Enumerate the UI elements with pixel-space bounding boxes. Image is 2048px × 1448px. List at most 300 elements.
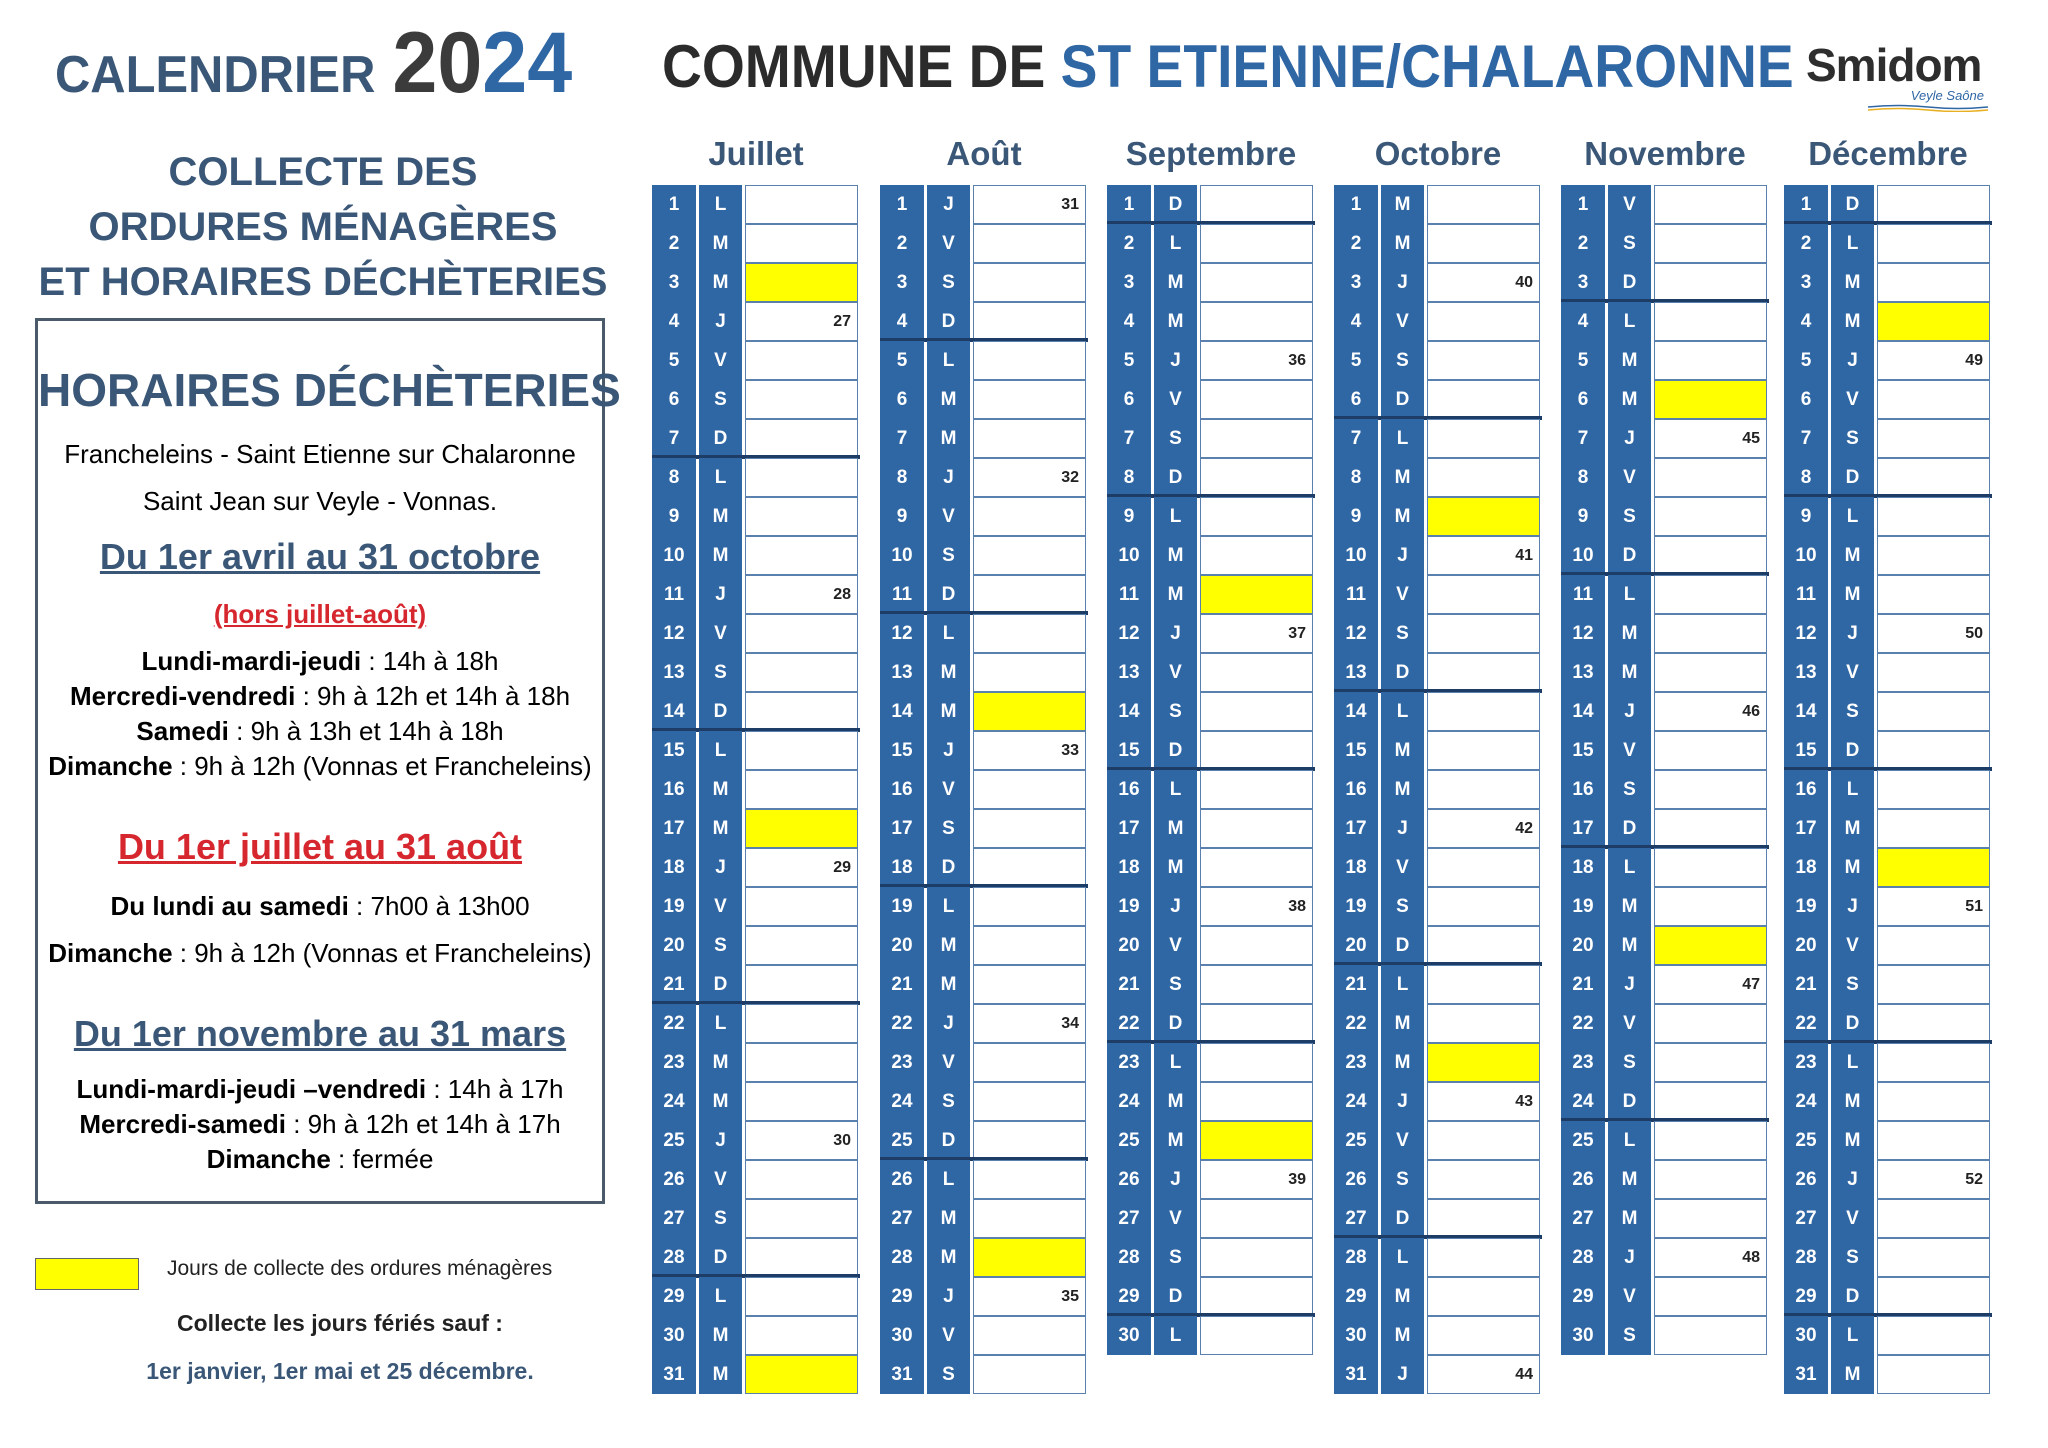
day-row (652, 848, 860, 887)
day-row (1107, 1199, 1315, 1238)
day-row (652, 380, 860, 419)
day-number: 20 (880, 926, 924, 965)
day-number: 6 (1561, 380, 1605, 419)
day-letter: M (1831, 1082, 1874, 1121)
day-number: 14 (1334, 692, 1378, 731)
day-letter: S (1831, 419, 1874, 458)
day-cell (1877, 497, 1990, 536)
day-cell (1427, 965, 1540, 1004)
day-row (1784, 1316, 1992, 1355)
day-row (652, 926, 860, 965)
day-row (880, 1121, 1088, 1160)
collection-day-cell (1877, 848, 1990, 887)
day-row (652, 1082, 860, 1121)
day-cell (1200, 926, 1313, 965)
day-row (1561, 1043, 1769, 1082)
day-row (880, 887, 1088, 926)
day-number: 17 (880, 809, 924, 848)
day-cell (745, 536, 858, 575)
day-number: 9 (1561, 497, 1605, 536)
day-row (1561, 1121, 1769, 1160)
day-letter: S (1608, 1043, 1651, 1082)
day-number: 8 (1784, 458, 1828, 497)
day-letter: J (699, 1121, 742, 1160)
day-letter: S (1154, 1238, 1197, 1277)
day-letter: V (927, 224, 970, 263)
day-letter: L (699, 1277, 742, 1316)
day-number: 7 (1334, 419, 1378, 458)
day-cell (745, 1043, 858, 1082)
day-number: 9 (1784, 497, 1828, 536)
day-letter: L (927, 887, 970, 926)
day-number: 19 (1107, 887, 1151, 926)
day-row (652, 653, 860, 692)
week-number: 41 (1515, 547, 1533, 564)
sites-line-1: Francheleins - Saint Etienne sur Chalaronne (64, 439, 576, 469)
day-cell (973, 770, 1086, 809)
day-number: 12 (1784, 614, 1828, 653)
day-number: 4 (1784, 302, 1828, 341)
day-cell (973, 926, 1086, 965)
day-cell (1654, 1199, 1767, 1238)
day-number: 22 (880, 1004, 924, 1043)
day-cell (973, 1082, 1086, 1121)
day-letter: L (1381, 419, 1424, 458)
day-number: 11 (652, 575, 696, 614)
day-letter: M (927, 692, 970, 731)
day-letter: M (1608, 1160, 1651, 1199)
day-letter: J (927, 731, 970, 770)
day-row (1334, 887, 1542, 926)
day-letter: D (1608, 263, 1651, 302)
day-number: 21 (1784, 965, 1828, 1004)
day-cell (1427, 1199, 1540, 1238)
day-letter: M (699, 809, 742, 848)
day-number: 10 (1784, 536, 1828, 575)
day-row (880, 653, 1088, 692)
week-number: 35 (1061, 1288, 1079, 1305)
day-row (1334, 1238, 1542, 1277)
day-letter: S (1154, 965, 1197, 1004)
day-row (652, 536, 860, 575)
day-letter: M (1381, 224, 1424, 263)
day-number: 16 (1784, 770, 1828, 809)
calendar-label: CALENDRIER (55, 46, 376, 104)
day-row (1107, 809, 1315, 848)
day-number: 7 (880, 419, 924, 458)
day-cell (1200, 419, 1313, 458)
day-cell (1654, 1082, 1767, 1121)
period2-row: Du lundi au samedi : 7h00 à 13h00 (110, 891, 530, 921)
day-letter: M (699, 1043, 742, 1082)
day-cell (745, 341, 858, 380)
day-number: 28 (1107, 1238, 1151, 1277)
day-row (880, 926, 1088, 965)
day-number: 25 (880, 1121, 924, 1160)
day-row (1784, 536, 1992, 575)
week-number: 36 (1288, 352, 1306, 369)
period1-row: Dimanche : 9h à 12h (Vonnas et Francheleins) (48, 751, 592, 781)
day-row (1334, 302, 1542, 341)
day-cell (1654, 965, 1767, 1004)
day-letter: M (1831, 536, 1874, 575)
day-cell (973, 1355, 1086, 1394)
day-number: 16 (1107, 770, 1151, 809)
day-cell (1427, 1316, 1540, 1355)
day-row (652, 341, 860, 380)
day-number: 1 (1561, 185, 1605, 224)
commune-prefix: COMMUNE DE (662, 33, 1061, 100)
day-cell (1877, 341, 1990, 380)
day-number: 17 (1784, 809, 1828, 848)
day-row (1334, 731, 1542, 770)
day-cell (1427, 692, 1540, 731)
day-number: 26 (652, 1160, 696, 1199)
day-letter: J (1831, 614, 1874, 653)
day-row (880, 1238, 1088, 1277)
day-letter: V (699, 341, 742, 380)
day-letter: L (1381, 692, 1424, 731)
day-row (1334, 848, 1542, 887)
day-cell (1200, 1004, 1313, 1043)
day-row (1334, 458, 1542, 497)
day-cell (973, 1043, 1086, 1082)
day-letter: L (1608, 302, 1651, 341)
day-cell (973, 1316, 1086, 1355)
day-number: 27 (1784, 1199, 1828, 1238)
day-number: 7 (1107, 419, 1151, 458)
day-cell (1877, 536, 1990, 575)
day-number: 28 (652, 1238, 696, 1277)
day-row (652, 770, 860, 809)
day-number: 30 (1334, 1316, 1378, 1355)
day-cell (1654, 341, 1767, 380)
collection-day-cell (1877, 302, 1990, 341)
day-cell (973, 458, 1086, 497)
day-letter: D (1381, 926, 1424, 965)
day-number: 23 (1107, 1043, 1151, 1082)
day-number: 13 (652, 653, 696, 692)
day-letter: S (927, 1355, 970, 1394)
day-cell (1654, 497, 1767, 536)
month-3 (1334, 135, 1542, 1405)
day-cell (1200, 614, 1313, 653)
day-row (1561, 1316, 1769, 1355)
day-letter: S (927, 809, 970, 848)
day-cell (745, 1316, 858, 1355)
day-row (652, 1160, 860, 1199)
day-row (1334, 1316, 1542, 1355)
day-number: 10 (1561, 536, 1605, 575)
day-row (652, 185, 860, 224)
day-row (1107, 185, 1315, 224)
day-cell (1200, 263, 1313, 302)
day-number: 6 (1784, 380, 1828, 419)
day-number: 30 (652, 1316, 696, 1355)
day-cell (973, 965, 1086, 1004)
day-cell (1427, 1004, 1540, 1043)
day-cell (973, 809, 1086, 848)
day-number: 22 (1334, 1004, 1378, 1043)
day-letter: M (1154, 263, 1197, 302)
day-letter: D (1381, 1199, 1424, 1238)
feries-list: 1er janvier, 1er mai et 25 décembre. (146, 1358, 534, 1384)
day-letter: M (1608, 887, 1651, 926)
day-cell (1427, 185, 1540, 224)
day-cell (1427, 926, 1540, 965)
day-letter: S (927, 536, 970, 575)
day-letter: M (1381, 1316, 1424, 1355)
commune-title (662, 32, 1794, 101)
day-letter: M (927, 965, 970, 1004)
day-letter: M (1831, 302, 1874, 341)
day-number: 9 (1334, 497, 1378, 536)
day-row (1561, 458, 1769, 497)
day-number: 18 (1784, 848, 1828, 887)
week-number: 42 (1515, 820, 1533, 837)
period1-row: Samedi : 9h à 13h et 14h à 18h (136, 716, 504, 746)
day-cell (1200, 185, 1313, 224)
day-row (1784, 1121, 1992, 1160)
day-letter: D (1154, 731, 1197, 770)
week-number: 51 (1965, 898, 1983, 915)
day-letter: J (1381, 536, 1424, 575)
day-letter: D (1608, 1082, 1651, 1121)
collection-day-cell (1427, 1043, 1540, 1082)
day-row (1784, 965, 1992, 1004)
day-cell (745, 380, 858, 419)
day-cell (1200, 1082, 1313, 1121)
day-letter: M (1831, 575, 1874, 614)
day-number: 21 (1107, 965, 1151, 1004)
day-letter: L (699, 731, 742, 770)
day-row (1784, 1043, 1992, 1082)
legend-swatch (35, 1258, 139, 1290)
collection-day-cell (1654, 926, 1767, 965)
day-number: 26 (1561, 1160, 1605, 1199)
day-row (1561, 809, 1769, 848)
day-row (880, 1199, 1088, 1238)
day-row (1334, 419, 1542, 458)
day-row (1561, 341, 1769, 380)
day-number: 12 (1561, 614, 1605, 653)
day-cell (745, 770, 858, 809)
day-row (1334, 692, 1542, 731)
day-cell (1877, 1199, 1990, 1238)
day-row (1784, 653, 1992, 692)
day-letter: L (1831, 1316, 1874, 1355)
day-cell (1654, 1277, 1767, 1316)
day-row (880, 1082, 1088, 1121)
day-cell (745, 497, 858, 536)
day-number: 23 (1784, 1043, 1828, 1082)
day-cell (1427, 575, 1540, 614)
day-cell (1200, 653, 1313, 692)
day-row (1107, 653, 1315, 692)
day-row (1561, 1238, 1769, 1277)
day-number: 26 (880, 1160, 924, 1199)
day-cell (745, 926, 858, 965)
day-letter: L (927, 341, 970, 380)
calendar-year: 2024 (392, 15, 573, 111)
day-letter: J (927, 458, 970, 497)
day-cell (745, 1199, 858, 1238)
day-row (880, 809, 1088, 848)
day-cell (1654, 1316, 1767, 1355)
day-letter: V (1608, 731, 1651, 770)
day-number: 20 (652, 926, 696, 965)
day-letter: D (699, 965, 742, 1004)
day-number: 2 (1334, 224, 1378, 263)
day-cell (1427, 302, 1540, 341)
collection-day-cell (1654, 380, 1767, 419)
day-number: 19 (652, 887, 696, 926)
day-number: 15 (652, 731, 696, 770)
week-number: 37 (1288, 625, 1306, 642)
day-number: 2 (1107, 224, 1151, 263)
day-letter: L (699, 458, 742, 497)
day-number: 23 (880, 1043, 924, 1082)
day-cell (745, 731, 858, 770)
day-row (1784, 809, 1992, 848)
day-letter: M (1608, 1199, 1651, 1238)
day-row (1784, 263, 1992, 302)
day-letter: M (1831, 1121, 1874, 1160)
day-letter: J (1154, 341, 1197, 380)
day-number: 15 (1561, 731, 1605, 770)
day-cell (1200, 1277, 1313, 1316)
day-cell (745, 575, 858, 614)
day-number: 7 (652, 419, 696, 458)
period1-subtitle: (hors juillet-août) (213, 599, 427, 629)
day-letter: L (1154, 224, 1197, 263)
day-cell (1877, 575, 1990, 614)
week-number: 31 (1061, 196, 1079, 213)
day-row (1334, 614, 1542, 653)
day-number: 4 (1334, 302, 1378, 341)
month-name: Octobre (1374, 135, 1502, 172)
day-number: 4 (652, 302, 696, 341)
day-letter: V (1608, 185, 1651, 224)
day-letter: S (699, 926, 742, 965)
day-letter: J (1381, 1082, 1424, 1121)
month-name: Septembre (1125, 135, 1297, 172)
period1-row: Mercredi-vendredi : 9h à 12h et 14h à 18h (69, 681, 571, 711)
day-row (1784, 731, 1992, 770)
day-row (1784, 341, 1992, 380)
day-cell (1200, 380, 1313, 419)
day-cell (1654, 1043, 1767, 1082)
day-row (1334, 536, 1542, 575)
day-row (880, 380, 1088, 419)
day-cell (745, 458, 858, 497)
day-number: 27 (880, 1199, 924, 1238)
day-letter: J (927, 185, 970, 224)
day-cell (973, 419, 1086, 458)
day-number: 27 (652, 1199, 696, 1238)
day-number: 26 (1784, 1160, 1828, 1199)
day-row (1561, 497, 1769, 536)
day-row (1334, 1199, 1542, 1238)
day-cell (1427, 458, 1540, 497)
sites-line-2: Saint Jean sur Veyle - Vonnas. (142, 486, 498, 516)
day-letter: M (1831, 848, 1874, 887)
day-number: 3 (1107, 263, 1151, 302)
day-number: 11 (880, 575, 924, 614)
day-number: 21 (1561, 965, 1605, 1004)
day-cell (973, 341, 1086, 380)
week-number: 34 (1061, 1015, 1079, 1032)
day-row (1107, 1082, 1315, 1121)
day-number: 5 (1561, 341, 1605, 380)
day-row (1784, 848, 1992, 887)
legend-text: Jours de collecte des ordures ménagères (167, 1257, 553, 1280)
day-number: 16 (1334, 770, 1378, 809)
day-letter: J (1608, 419, 1651, 458)
day-number: 26 (1334, 1160, 1378, 1199)
day-row (1561, 848, 1769, 887)
day-number: 20 (1561, 926, 1605, 965)
day-number: 23 (1561, 1043, 1605, 1082)
day-row (1561, 614, 1769, 653)
day-row (1784, 1277, 1992, 1316)
day-number: 28 (1334, 1238, 1378, 1277)
day-cell (1654, 887, 1767, 926)
day-row (880, 692, 1088, 731)
day-letter: D (927, 575, 970, 614)
day-number: 8 (652, 458, 696, 497)
day-letter: V (1381, 302, 1424, 341)
day-letter: D (1154, 1004, 1197, 1043)
period1-title: Du 1er avril au 31 octobre (99, 536, 541, 577)
day-letter: J (1154, 887, 1197, 926)
day-cell (973, 1121, 1086, 1160)
day-number: 24 (652, 1082, 696, 1121)
day-row (1334, 341, 1542, 380)
day-number: 23 (652, 1043, 696, 1082)
day-number: 10 (1107, 536, 1151, 575)
day-row (880, 419, 1088, 458)
day-cell (1877, 458, 1990, 497)
day-letter: M (1381, 497, 1424, 536)
day-cell (1427, 224, 1540, 263)
day-row (880, 263, 1088, 302)
day-letter: M (1154, 575, 1197, 614)
day-letter: J (1154, 614, 1197, 653)
day-cell (1654, 263, 1767, 302)
day-number: 3 (1561, 263, 1605, 302)
day-cell (1427, 536, 1540, 575)
day-number: 5 (1334, 341, 1378, 380)
day-letter: L (699, 185, 742, 224)
day-letter: S (699, 1199, 742, 1238)
day-letter: M (1381, 770, 1424, 809)
day-number: 29 (1107, 1277, 1151, 1316)
day-row (1334, 770, 1542, 809)
day-row (1334, 965, 1542, 1004)
day-cell (973, 380, 1086, 419)
day-row (652, 692, 860, 731)
day-row (1561, 302, 1769, 341)
day-row (652, 809, 860, 848)
day-row (1107, 965, 1315, 1004)
day-row (1107, 1160, 1315, 1199)
day-number: 3 (1334, 263, 1378, 302)
day-cell (1427, 887, 1540, 926)
day-row (1561, 185, 1769, 224)
day-cell (973, 497, 1086, 536)
day-row (1561, 887, 1769, 926)
